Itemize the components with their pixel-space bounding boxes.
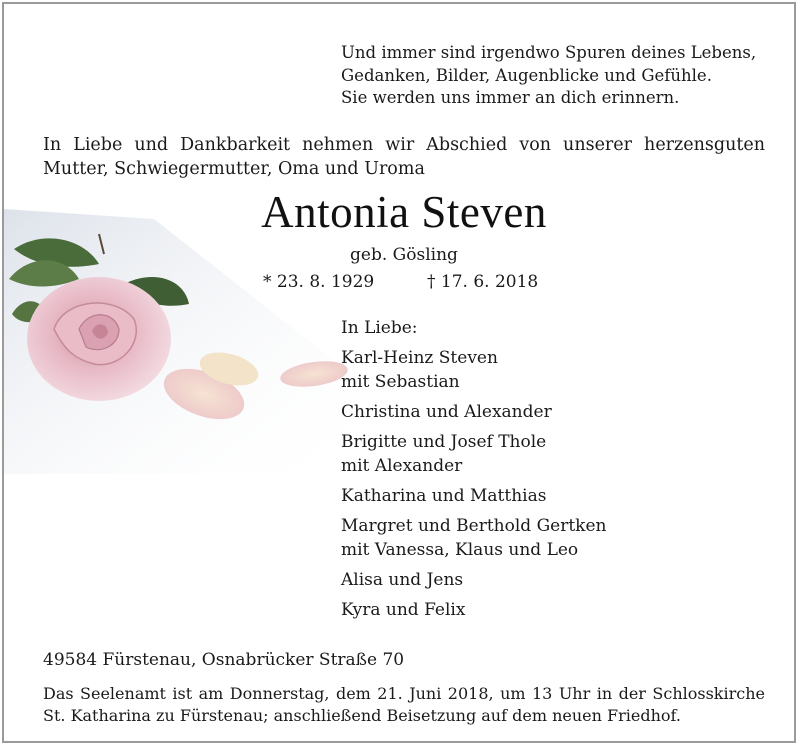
- mourner-entry: [341, 514, 606, 562]
- mourner-entry: [341, 598, 606, 622]
- poem-line: Gedanken, Bilder, Augenblicke und Gefühle.: [341, 65, 712, 85]
- family-address: 49584 Fürstenau, Osnabrücker Straße 70: [43, 650, 405, 670]
- mourner-entry: [341, 346, 606, 394]
- mourner-line: Margret und Berthold Gertken: [341, 516, 607, 536]
- intro-line: Mutter, Schwiegermutter, Oma und Uroma: [43, 158, 425, 179]
- intro-text: [43, 134, 765, 181]
- mourner-line: mit Alexander: [341, 456, 463, 476]
- mourner-line: mit Vanessa, Klaus und Leo: [341, 540, 579, 560]
- mourner-line: Kyra und Felix: [341, 600, 466, 620]
- deceased-name: Antonia Steven: [261, 187, 547, 237]
- mourner-entry: [341, 400, 606, 424]
- mourner-entry: [341, 484, 606, 508]
- poem-line: Und immer sind irgendwo Spuren deines Lebens,: [341, 43, 757, 62]
- mourner-line: Katharina und Matthias: [341, 486, 547, 506]
- mourner-entry: [341, 568, 606, 592]
- funeral-line: St. Katharina zu Fürstenau; anschließend Beisetzung auf dem neuen Friedhof.: [43, 706, 681, 725]
- mourner-entry: [341, 430, 606, 478]
- mourners-heading: In Liebe:: [341, 318, 418, 338]
- intro-line: In Liebe und Dankbarkeit nehmen wir Abschied von unserer herzensguten: [43, 135, 765, 155]
- poem-line: Sie werden uns immer an dich erinnern.: [341, 88, 680, 107]
- birth-name: geb. Gösling: [350, 245, 458, 265]
- mourner-line: Karl-Heinz Steven: [341, 348, 498, 368]
- obituary-notice: [2, 2, 796, 743]
- mourner-line: Christina und Alexander: [341, 402, 552, 422]
- death-date: † 17. 6. 2018: [427, 272, 539, 292]
- funeral-details: [43, 683, 765, 727]
- mourners-list: [341, 316, 606, 628]
- birth-date: * 23. 8. 1929: [263, 272, 375, 292]
- mourner-line: mit Sebastian: [341, 372, 460, 392]
- funeral-line: Das Seelenamt ist am Donnerstag, dem 21. Juni 2018, um 13 Uhr in der Schlosskirche: [43, 684, 765, 703]
- poem-verse: [341, 42, 756, 110]
- mourner-line: Brigitte und Josef Thole: [341, 432, 547, 452]
- mourner-line: Alisa und Jens: [341, 570, 464, 590]
